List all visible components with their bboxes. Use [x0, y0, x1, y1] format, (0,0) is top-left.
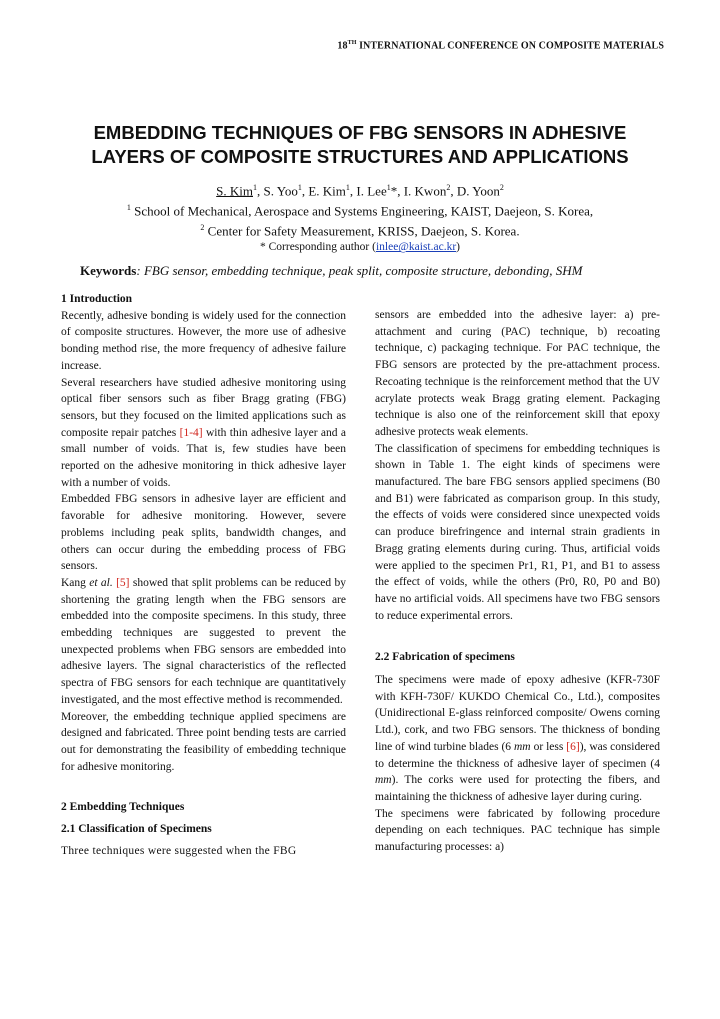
section-heading-embedding: 2 Embedding Techniques	[61, 801, 185, 814]
email-link[interactable]: inlee@kaist.ac.kr	[375, 241, 457, 254]
author-name: S. Yoo	[263, 183, 298, 199]
paragraph	[61, 575, 346, 709]
unit-text: mm	[375, 774, 392, 787]
paragraph	[61, 375, 346, 492]
affiliation-mark: 1	[345, 183, 350, 192]
citation-link[interactable]: [5]	[116, 576, 130, 589]
paragraph	[375, 672, 660, 806]
header-superscript: TH	[347, 40, 357, 46]
affiliation-1	[40, 200, 680, 220]
affiliation-text: School of Mechanical, Aerospace and Systems Engineering, KAIST, Daejeon, S. Korea,	[130, 203, 594, 219]
author-name: S. Kim	[216, 183, 253, 199]
running-header	[0, 40, 720, 51]
affiliation-number: 2	[200, 222, 205, 232]
affiliation-2	[40, 220, 680, 240]
keywords-text: FBG sensor, embedding technique, peak split, composite structure, debonding, SHM	[143, 263, 583, 278]
keywords-label: Keywords	[80, 263, 137, 278]
paper-title	[60, 121, 660, 169]
corresponding-prefix: * Corresponding author (	[260, 241, 376, 254]
keywords-separator: :	[136, 263, 144, 278]
author-block	[40, 180, 680, 256]
header-text: INTERNATIONAL CONFERENCE ON COMPOSITE MATERIALS	[356, 40, 664, 52]
paragraph-text: ), was considered to determine the thickness of adhesive layer of specimen (4	[375, 740, 660, 770]
title-line-2: LAYERS OF COMPOSITE STRUCTURES AND APPLICATIONS	[91, 146, 629, 167]
left-column	[61, 291, 346, 860]
header-number: 18	[337, 40, 348, 52]
paragraph: Embedded FBG sensors in adhesive layer are efficient and favorable for adhesive monitoring. However, severe problems including peak splits, bandwidth changes, and others can occur during the embedding process of FBG sensors.	[61, 493, 346, 573]
corresponding-suffix: )	[456, 241, 460, 254]
author-list: S. Kim$^1$, S. Yoo$^1$, E. Kim$^1$, I. Lee$^1$*, I. Kwon$^2$, D. Yoon$^2$	[216, 183, 504, 199]
author-name: I. Lee	[356, 183, 387, 199]
author-name: I. Kwon	[403, 183, 447, 199]
paragraph: The classification of specimens for embedding techniques is shown in Table 1. The eight kinds of specimens were manufactured. The bare FBG sensors applied specimens (B0 and B1) were fabricated as comparison group. In this study, the effects of voids were considered since unexpected voids can produce birefringence and internal strain gradients in Bragg grating elements during curing. Thus, artificial voids were applied to the specimen Pr1, R1, P1, and B1 to assess the effect of voids, while the others (Pr0, R0, P0 and B0) have no artificial voids. All specimens have two FBG sensors to reduce experimental errors.	[375, 442, 660, 622]
paragraph: Recently, adhesive bonding is widely used for the connection of composite structures. However, the more use of adhesive bonding method rise, the more frequency of adhesive failure increase.	[61, 309, 346, 372]
paragraph-text: Kang	[61, 576, 90, 589]
paragraph-text: showed that split problems can be reduced by shortening the grating length when the FBG sensors are embedded into the composite specimens. In this study, three embedding techniques are suggested to prevent the unexpected problems when FBG sensors are embedded into adhesive layers. The signal characteristics of the reflected spectra of FBG sensors for each technique are quantitatively investigated, and the most effective method is recommended.	[61, 576, 346, 706]
section-heading-introduction: 1 Introduction	[61, 293, 133, 305]
paragraph: sensors are embedded into the adhesive layer: a) pre-attachment and curing (PAC) technique, b) recoating technique, c) packaging technique. For PAC technique, the FBG sensors are protected by the pre-attachment process. Recoating technique is the reinforcement method that the UV acrylate protects weak Bragg grating element. Packaging technique is also one of the reinforcement skill that epoxy adhesive protects weak elements.	[375, 309, 660, 438]
subsection-heading-classification: 2.1 Classification of Specimens	[61, 823, 212, 836]
corresponding-mark: *	[390, 183, 398, 199]
author-name: E. Kim	[308, 183, 346, 199]
paragraph-text: Several researchers have studied adhesive monitoring using optical fiber sensors such as fiber Bragg grating (FBG) sensors, but they focused on the limited applications such as composite repair patches	[61, 376, 346, 439]
affiliation-mark: 2	[499, 183, 504, 192]
corresponding-author	[40, 239, 680, 256]
title-line-1: EMBEDDING TECHNIQUES OF FBG SENSORS IN ADHESIVE	[93, 122, 627, 143]
affiliation-mark: 1	[297, 183, 302, 192]
affiliation-mark: 1	[386, 183, 391, 192]
affiliation-mark: 2	[446, 183, 451, 192]
unit-text: mm	[514, 740, 531, 753]
paragraph: Moreover, the embedding technique applied specimens are designed and fabricated. Three point bending tests are carried out for demonstrating the feasibility of embedding technique for adhesive monitoring.	[61, 710, 346, 773]
author-name: D. Yoon	[456, 183, 500, 199]
right-column	[375, 307, 660, 856]
paragraph: Three techniques were suggested when the FBG	[61, 844, 297, 857]
italic-text: et al.	[89, 576, 113, 589]
affiliation-number: 1	[126, 202, 131, 212]
paragraph-text: ). The corks were used for protecting the fibers, and maintaining the thickness of adhesive layer during curing.	[375, 774, 660, 803]
paragraph-text: or less	[530, 740, 567, 753]
citation-link[interactable]: [6]	[566, 740, 580, 753]
paragraph-text: The specimens were made of epoxy adhesive (KFR-730F with KFH-730F/ KUKDO Chemical Co., Ltd.), composites (Unidirectional E-glass reinforced composite/ Owens corning Ltd.), cork, and two FBG sensors. The thickness of bonding line of wind turbine blades (6	[375, 674, 660, 753]
paragraph: The specimens were fabricated by following procedure depending on each techniques. PAC technique has simple manufacturing processes: a)	[375, 807, 660, 854]
paragraph-text: with thin adhesive layer and a small number of voids. That is, few studies have been reported on the adhesive monitoring in thick adhesive layer with a number of voids.	[61, 426, 346, 489]
affiliation-mark: 1	[253, 183, 257, 192]
spacer	[61, 775, 346, 799]
spacer	[375, 624, 660, 649]
keywords-line	[80, 263, 680, 279]
citation-link[interactable]: [1-4]	[179, 426, 203, 439]
affiliation-text: Center for Safety Measurement, KRISS, Daejeon, S. Korea.	[204, 222, 520, 238]
subsection-heading-fabrication: 2.2 Fabrication of specimens	[375, 651, 515, 664]
